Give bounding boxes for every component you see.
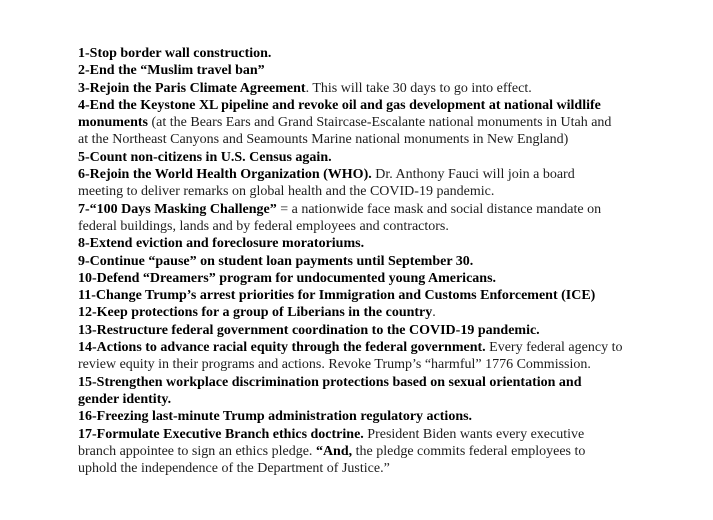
document-line bbox=[78, 426, 678, 443]
document-line bbox=[78, 304, 678, 321]
document-line bbox=[78, 443, 678, 460]
bold-text-segment: 3-Rejoin the Paris Climate Agreement bbox=[78, 80, 306, 96]
document-line bbox=[78, 149, 678, 166]
bold-text-segment: 9-Continue “pause” on student loan payments until September 30. bbox=[78, 253, 474, 269]
bold-text-segment: 15-Strengthen workplace discrimination protections based on sexual orientation and bbox=[78, 374, 582, 390]
text-segment: the pledge commits federal employees to bbox=[352, 443, 586, 459]
bold-text-segment: “And, bbox=[315, 443, 353, 459]
bold-text-segment: 1-Stop border wall construction. bbox=[78, 46, 272, 61]
text-segment: Every federal agency to bbox=[485, 340, 623, 356]
text-segment: at the Northeast Canyons and Seamounts Marine national monuments in New England) bbox=[78, 132, 569, 148]
document-line bbox=[78, 218, 678, 235]
text-segment: President Biden wants every executive bbox=[363, 426, 585, 442]
list-item bbox=[78, 235, 678, 252]
document-line bbox=[78, 287, 678, 304]
list-item bbox=[78, 80, 678, 97]
text-segment: (at the Bears Ears and Grand Staircase-Escalante national monuments in Utah and bbox=[148, 115, 612, 131]
text-segment: uphold the independence of the Department of Justice.” bbox=[78, 461, 390, 477]
document-line bbox=[78, 322, 678, 339]
list-item bbox=[78, 97, 678, 149]
bold-text-segment: 6-Rejoin the World Health Organization (WHO). bbox=[78, 167, 372, 183]
bold-text-segment: 4-End the Keystone XL pipeline and revoke oil and gas development at national wildlife bbox=[78, 97, 601, 113]
text-segment: Dr. Anthony Fauci will join a board bbox=[371, 167, 575, 183]
document-line bbox=[78, 114, 678, 131]
bold-text-segment: 17-Formulate Executive Branch ethics doctrine. bbox=[78, 426, 364, 442]
text-segment: . bbox=[432, 305, 436, 321]
bold-text-segment: 8-Extend eviction and foreclosure moratoriums. bbox=[78, 236, 365, 252]
list-item bbox=[78, 253, 678, 270]
list-item bbox=[78, 426, 678, 478]
document-line bbox=[78, 166, 678, 183]
document-line bbox=[78, 80, 678, 97]
bold-text-segment: 7-“100 Days Masking Challenge” bbox=[78, 201, 277, 217]
document-line bbox=[78, 97, 678, 114]
list-item bbox=[78, 166, 678, 201]
document-line bbox=[78, 45, 678, 62]
document-line bbox=[78, 131, 678, 148]
list-item bbox=[78, 322, 678, 339]
list-item bbox=[78, 374, 678, 409]
list-item bbox=[78, 287, 678, 304]
text-segment: = a nationwide face mask and social distance mandate on bbox=[276, 201, 602, 217]
bold-text-segment: 2-End the “Muslim travel ban” bbox=[78, 63, 265, 79]
text-segment: . This will take 30 days to go into effect. bbox=[305, 80, 532, 96]
document-line bbox=[78, 408, 678, 425]
list-item bbox=[78, 304, 678, 321]
list-item bbox=[78, 201, 678, 236]
list-item bbox=[78, 270, 678, 287]
bold-text-segment: 13-Restructure federal government coordination to the COVID-19 pandemic. bbox=[78, 322, 540, 338]
list-item bbox=[78, 45, 678, 62]
document-line bbox=[78, 374, 678, 391]
document-line bbox=[78, 460, 678, 477]
bold-text-segment: 16-Freezing last-minute Trump administration regulatory actions. bbox=[78, 409, 473, 425]
bold-text-segment: 14-Actions to advance racial equity through the federal government. bbox=[78, 340, 486, 356]
text-segment: meeting to deliver remarks on global health and the COVID-19 pandemic. bbox=[78, 184, 495, 200]
document-line bbox=[78, 235, 678, 252]
document-line bbox=[78, 391, 678, 408]
document-body bbox=[78, 45, 678, 477]
document-line bbox=[78, 339, 678, 356]
list-item bbox=[78, 62, 678, 79]
document-line bbox=[78, 62, 678, 79]
text-segment: review equity in their programs and actions. Revoke Trump’s “harmful” 1776 Commission. bbox=[78, 357, 591, 373]
document-line bbox=[78, 183, 678, 200]
document-line bbox=[78, 253, 678, 270]
document-line bbox=[78, 201, 678, 218]
bold-text-segment: 10-Defend “Dreamers” program for undocumented young Americans. bbox=[78, 270, 497, 286]
text-segment: federal buildings, lands and by federal employees and contractors. bbox=[78, 218, 449, 234]
bold-text-segment: monuments bbox=[78, 115, 149, 131]
list-item bbox=[78, 339, 678, 374]
bold-text-segment: 11-Change Trump’s arrest priorities for Immigration and Customs Enforcement (ICE) bbox=[78, 288, 596, 304]
document-line bbox=[78, 270, 678, 287]
bold-text-segment: 12-Keep protections for a group of Liberians in the country bbox=[78, 305, 433, 321]
list-item bbox=[78, 408, 678, 425]
document-line bbox=[78, 356, 678, 373]
bold-text-segment: gender identity. bbox=[78, 391, 172, 407]
bold-text-segment: 5-Count non-citizens in U.S. Census again. bbox=[78, 149, 332, 165]
text-segment: branch appointee to sign an ethics pledge. bbox=[78, 443, 316, 459]
list-item bbox=[78, 149, 678, 166]
